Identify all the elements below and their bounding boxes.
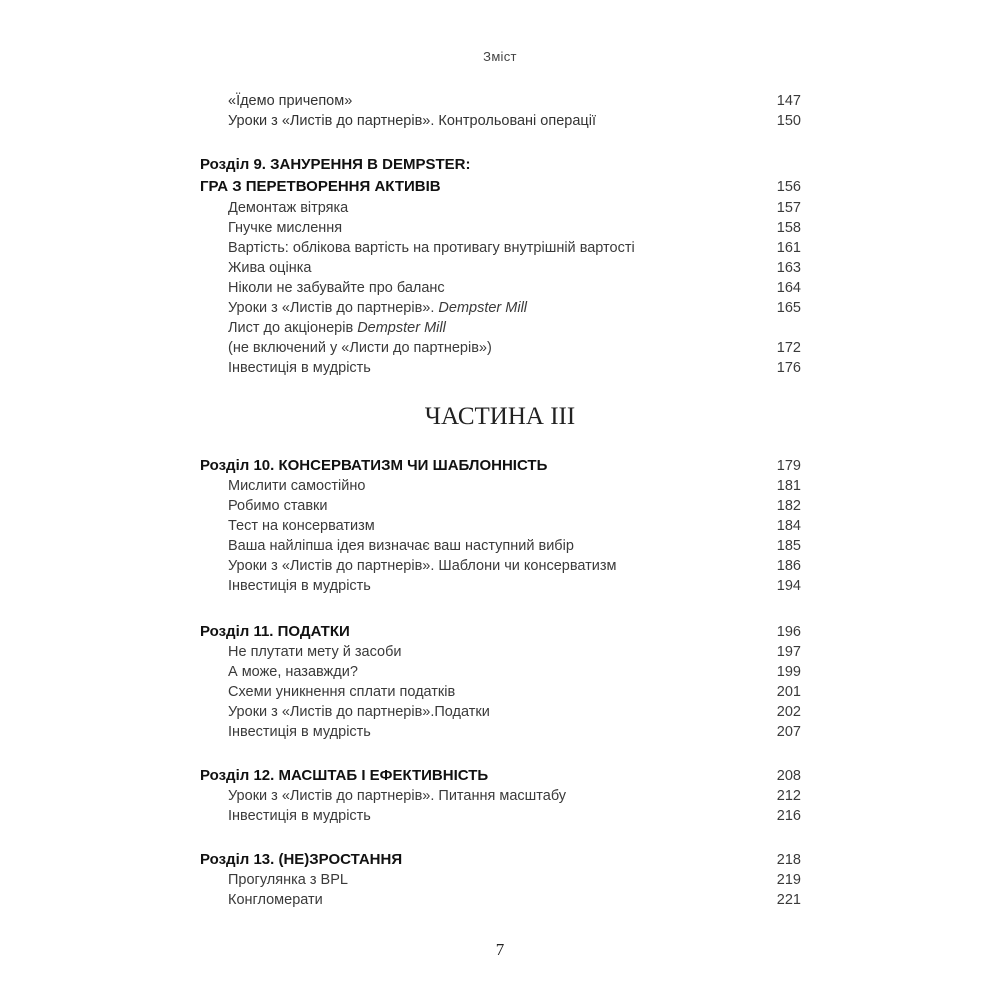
- chapter-page: 196: [776, 624, 801, 640]
- toc-entry[interactable]: [228, 278, 801, 298]
- toc-entry[interactable]: [228, 870, 801, 890]
- entry-title: Гнучке мислення: [228, 220, 343, 236]
- entry-page: 186: [776, 558, 801, 574]
- toc-entry[interactable]: [228, 702, 801, 722]
- entry-title: Ніколи не забувайте про баланс: [228, 280, 445, 296]
- entry-title: Інвестиція в мудрість: [228, 578, 371, 594]
- toc-entry[interactable]: [228, 662, 801, 682]
- entry-page: 165: [776, 300, 801, 316]
- entry-page: 164: [776, 280, 801, 296]
- entry-title: Конгломерати: [228, 892, 323, 908]
- running-head: Зміст: [483, 49, 517, 64]
- chapter-page: 156: [776, 179, 801, 195]
- entry-title: Інвестиція в мудрість: [228, 808, 371, 824]
- entry-title: Не плутати мету й засоби: [228, 644, 402, 660]
- entry-page: 216: [776, 808, 801, 824]
- toc-entry[interactable]: [228, 198, 801, 218]
- chapter-heading-10[interactable]: [200, 456, 801, 476]
- entry-page: 150: [776, 113, 801, 129]
- entry-page: 157: [776, 200, 801, 216]
- chapter-page: 179: [776, 458, 801, 474]
- entry-title: Робимо ставки: [228, 498, 328, 514]
- chapter-title: Розділ 9. ЗАНУРЕННЯ В DEMPSTER:: [200, 156, 471, 173]
- part-title: ЧАСТИНА III: [424, 403, 576, 430]
- toc-entry[interactable]: [228, 298, 801, 318]
- entry-page: 199: [776, 664, 801, 680]
- entry-title: Прогулянка з BPL: [228, 872, 348, 888]
- entry-title: Жива оцінка: [228, 260, 312, 276]
- toc-entry-line1[interactable]: [228, 318, 801, 338]
- toc-entry[interactable]: [228, 258, 801, 278]
- entry-title: Інвестиція в мудрість: [228, 724, 371, 740]
- entry-title: (не включений у «Листи до партнерів»): [228, 340, 492, 356]
- entry-page: 182: [776, 498, 801, 514]
- toc-entry[interactable]: [228, 556, 801, 576]
- entry-page: 197: [776, 644, 801, 660]
- entry-title: Уроки з «Листів до партнерів».Податки: [228, 704, 490, 720]
- entry-page: 161: [776, 240, 801, 256]
- chapter-title: Розділ 13. (НЕ)ЗРОСТАННЯ: [200, 851, 403, 868]
- entry-page: 202: [776, 704, 801, 720]
- entry-page: 221: [776, 892, 801, 908]
- toc-entry[interactable]: [228, 516, 801, 536]
- chapter-title: Розділ 10. КОНСЕРВАТИЗМ ЧИ ШАБЛОННІСТЬ: [200, 457, 548, 474]
- entry-title-italic: Dempster Mill: [357, 320, 446, 336]
- entry-title: [228, 298, 527, 318]
- chapter-heading-13[interactable]: [200, 850, 801, 870]
- entry-title: Інвестиція в мудрість: [228, 360, 371, 376]
- chapter-heading-9-line2[interactable]: [200, 177, 801, 197]
- toc-entry[interactable]: [228, 890, 801, 910]
- entry-title: Уроки з «Листів до партнерів». Контрольовані операції: [228, 113, 596, 129]
- toc-entry[interactable]: [228, 806, 801, 826]
- entry-title-italic: Dempster Mill: [438, 300, 528, 316]
- entry-page: 185: [776, 538, 801, 554]
- toc-entry-line2[interactable]: [228, 338, 801, 358]
- toc-entry[interactable]: [228, 238, 801, 258]
- entry-page: 194: [776, 578, 801, 594]
- toc-entry[interactable]: [228, 786, 801, 806]
- entry-page: 163: [776, 260, 801, 276]
- toc-entry[interactable]: [228, 218, 801, 238]
- entry-title: Вартість: облікова вартість на противагу внутрішній вартості: [228, 240, 635, 256]
- toc-entry[interactable]: [228, 91, 801, 111]
- chapter-page: 208: [776, 768, 801, 784]
- entry-page: 219: [776, 872, 801, 888]
- toc-entry[interactable]: [228, 576, 801, 596]
- entry-page: 184: [776, 518, 801, 534]
- entry-title: [228, 318, 446, 338]
- chapter-heading-12[interactable]: [200, 766, 801, 786]
- toc-entry[interactable]: [228, 722, 801, 742]
- entry-page: 207: [776, 724, 801, 740]
- chapter-title: Розділ 12. МАСШТАБ І ЕФЕКТИВНІСТЬ: [200, 767, 489, 784]
- toc-entry[interactable]: [228, 476, 801, 496]
- entry-title: Схеми уникнення сплати податків: [228, 684, 456, 700]
- page-number: 7: [495, 940, 505, 959]
- toc-entry[interactable]: [228, 496, 801, 516]
- chapter-page: 218: [776, 852, 801, 868]
- toc-entry[interactable]: [228, 682, 801, 702]
- entry-title-prefix: Лист до акціонерів: [228, 320, 358, 336]
- chapter-heading-9-line1[interactable]: [200, 155, 801, 175]
- entry-page: 147: [776, 93, 801, 109]
- chapter-title: Розділ 11. ПОДАТКИ: [200, 623, 350, 640]
- entry-page: 181: [776, 478, 801, 494]
- chapter-title: ГРА З ПЕРЕТВОРЕННЯ АКТИВІВ: [200, 178, 441, 195]
- entry-page: 176: [776, 360, 801, 376]
- entry-title: Уроки з «Листів до партнерів». Шаблони чи консерватизм: [228, 558, 617, 574]
- chapter-heading-11[interactable]: [200, 622, 801, 642]
- entry-title: Демонтаж вітряка: [228, 200, 349, 216]
- toc-entry[interactable]: [228, 642, 801, 662]
- toc-entry[interactable]: [228, 358, 801, 378]
- entry-title-prefix: Уроки з «Листів до партнерів».: [228, 300, 439, 316]
- entry-page: 172: [776, 340, 801, 356]
- entry-page: 201: [776, 684, 801, 700]
- entry-title: Уроки з «Листів до партнерів». Питання масштабу: [228, 788, 567, 804]
- entry-page: 158: [776, 220, 801, 236]
- entry-title: «Їдемо причепом»: [228, 93, 353, 109]
- entry-title: Мислити самостійно: [228, 478, 366, 494]
- entry-title: А може, назавжди?: [228, 664, 358, 680]
- entry-title: Ваша найліпша ідея визначає ваш наступний вибір: [228, 538, 574, 554]
- entry-page: 212: [776, 788, 801, 804]
- entry-title: Тест на консерватизм: [228, 518, 375, 534]
- toc-entry[interactable]: [228, 111, 801, 131]
- toc-entry[interactable]: [228, 536, 801, 556]
